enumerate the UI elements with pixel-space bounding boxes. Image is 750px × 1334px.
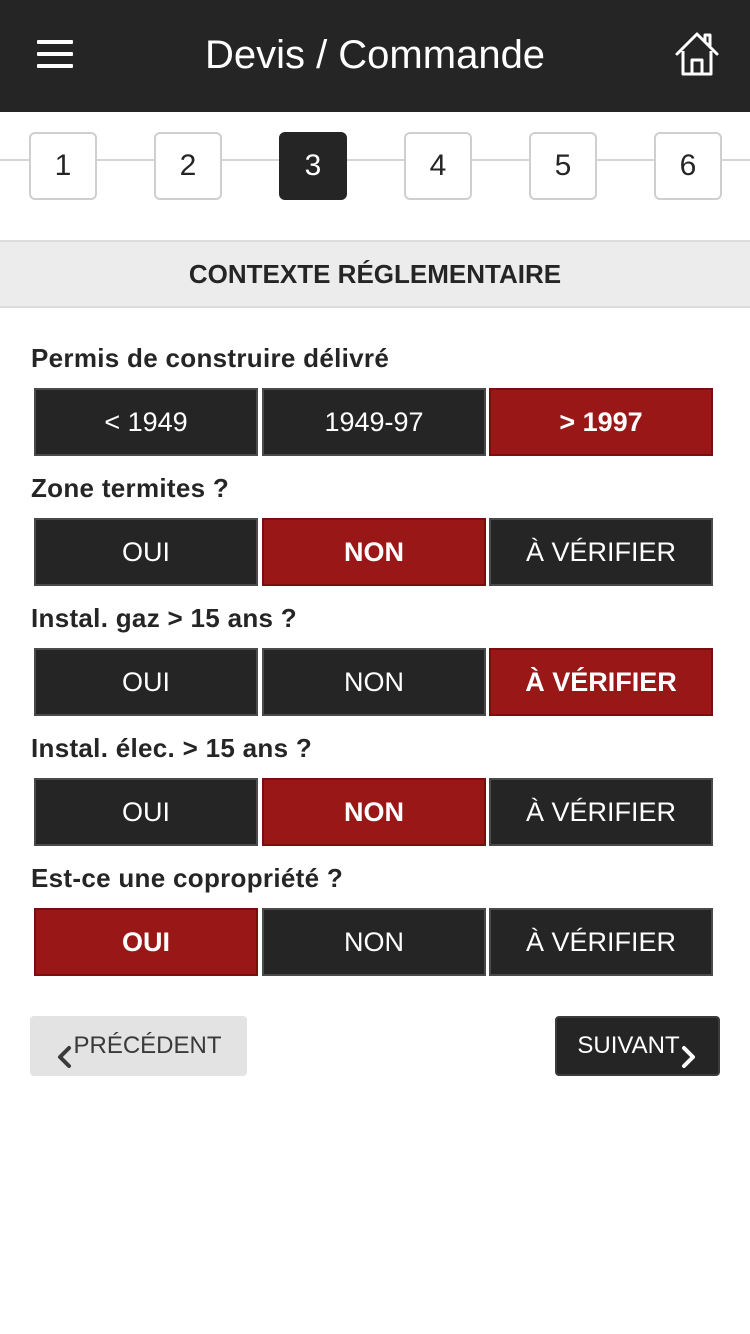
option-group-termites xyxy=(34,518,714,586)
option-group-copropriete xyxy=(34,908,714,976)
option-elec-a-verifier[interactable]: À VÉRIFIER xyxy=(489,778,713,846)
previous-button[interactable] xyxy=(30,1016,247,1076)
hamburger-menu-icon[interactable] xyxy=(37,40,73,68)
next-button[interactable] xyxy=(555,1016,720,1076)
option-group-permis xyxy=(34,388,714,456)
option-termites-a-verifier[interactable]: À VÉRIFIER xyxy=(489,518,713,586)
home-icon[interactable] xyxy=(674,30,720,78)
option-copropriete-a-verifier[interactable]: À VÉRIFIER xyxy=(489,908,713,976)
step-progress xyxy=(0,132,750,200)
next-button-label: SUIVANT xyxy=(577,1032,680,1059)
step-3[interactable]: 3 xyxy=(279,132,347,200)
step-5[interactable]: 5 xyxy=(529,132,597,200)
option-before-1949[interactable]: < 1949 xyxy=(34,388,258,456)
previous-button-label: PRÉCÉDENT xyxy=(73,1032,222,1059)
option-gaz-oui[interactable]: OUI xyxy=(34,648,258,716)
option-termites-oui[interactable]: OUI xyxy=(34,518,258,586)
step-connector-line xyxy=(0,159,750,161)
option-gaz-non[interactable]: NON xyxy=(262,648,486,716)
option-copropriete-non[interactable]: NON xyxy=(262,908,486,976)
question-label-termites: Zone termites ? xyxy=(31,473,230,503)
option-elec-oui[interactable]: OUI xyxy=(34,778,258,846)
option-after-1997[interactable]: > 1997 xyxy=(489,388,713,456)
option-1949-97[interactable]: 1949-97 xyxy=(262,388,486,456)
option-elec-non[interactable]: NON xyxy=(262,778,486,846)
step-1[interactable]: 1 xyxy=(29,132,97,200)
chevron-left-icon xyxy=(55,1034,73,1058)
option-group-elec xyxy=(34,778,714,846)
question-label-gaz: Instal. gaz > 15 ans ? xyxy=(31,603,297,633)
app-header xyxy=(0,0,750,112)
question-label-permis: Permis de construire délivré xyxy=(31,343,390,373)
step-4[interactable]: 4 xyxy=(404,132,472,200)
page-title: Devis / Commande xyxy=(204,33,546,77)
step-2[interactable]: 2 xyxy=(154,132,222,200)
option-termites-non[interactable]: NON xyxy=(262,518,486,586)
question-label-elec: Instal. élec. > 15 ans ? xyxy=(31,733,313,763)
option-gaz-a-verifier[interactable]: À VÉRIFIER xyxy=(489,648,713,716)
option-copropriete-oui[interactable]: OUI xyxy=(34,908,258,976)
question-label-copropriete: Est-ce une copropriété ? xyxy=(31,863,344,893)
step-6[interactable]: 6 xyxy=(654,132,722,200)
section-title: CONTEXTE RÉGLEMENTAIRE xyxy=(0,240,750,308)
chevron-right-icon xyxy=(680,1034,698,1058)
option-group-gaz xyxy=(34,648,714,716)
